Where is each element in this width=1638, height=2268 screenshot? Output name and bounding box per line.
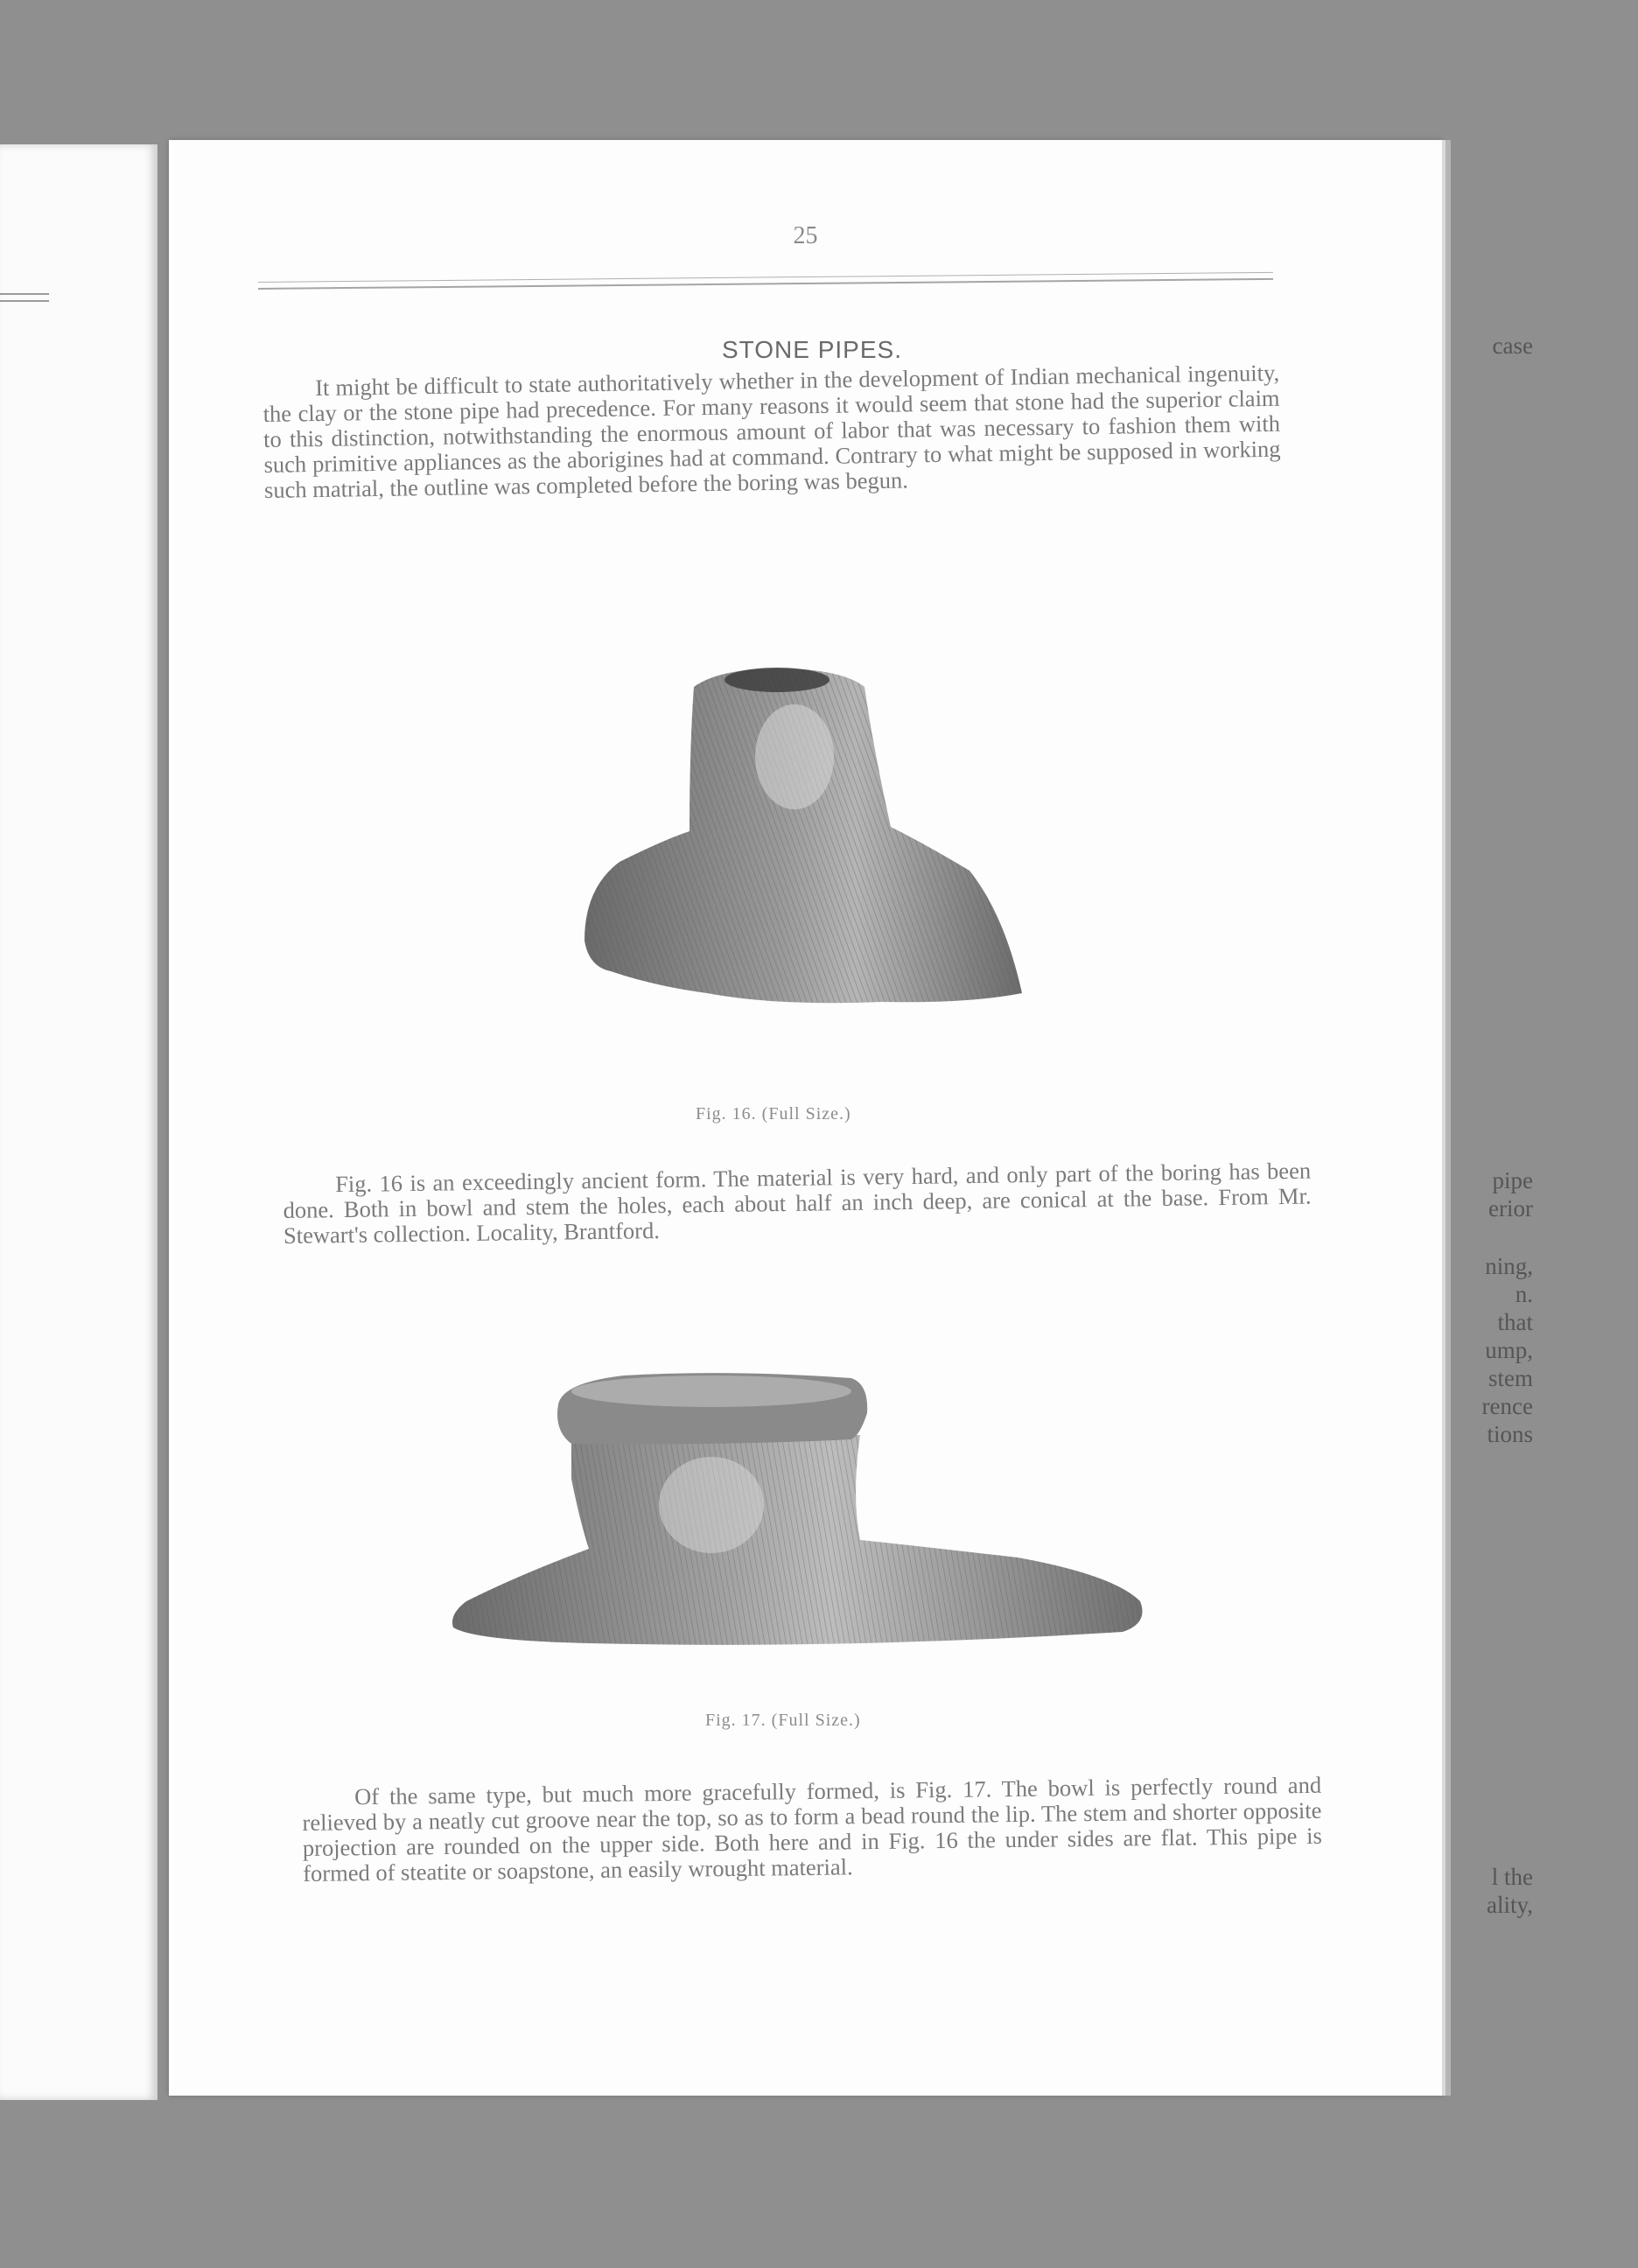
book-page bbox=[169, 140, 1442, 2096]
intro-paragraph bbox=[262, 360, 1281, 503]
facing-page-text: ning, bbox=[1485, 1253, 1533, 1279]
fig-16-caption: Fig. 16. (Full Size.) bbox=[696, 1104, 851, 1124]
facing-page bbox=[0, 144, 158, 2100]
fig-17-pipe-illustration bbox=[449, 1365, 1166, 1662]
header-rule bbox=[258, 272, 1273, 290]
facing-page-text: tions bbox=[1487, 1421, 1533, 1447]
facing-page-text: n. bbox=[1515, 1281, 1533, 1307]
facing-page-rule bbox=[0, 300, 49, 302]
fig-16-pipe-illustration bbox=[514, 661, 1092, 1072]
fig-16-description-text: Fig. 16 is an exceedingly ancient form. The material is very hard, and only part of the boring has been done. Both in bowl and stem the holes, each about half an inch deep, are conical at the base. From Mr. Stewart's collection. Locality, Brantford. bbox=[283, 1157, 1312, 1249]
facing-page-text: ality, bbox=[1487, 1892, 1533, 1918]
facing-page-text: ump, bbox=[1485, 1337, 1533, 1363]
page-number: 25 bbox=[793, 222, 818, 249]
intro-paragraph-text: It might be difficult to state authoritatively whether in the development of Indian mechanical ingenuity, the clay or the stone pipe had precedence. For many reasons it would seem that stone had the superior claim to this distinction, notwithstanding the enormous amount of labor that was necessary to fashion them with such primitive appliances as the aborigines had at command. Contrary to what might be supposed in working such matrial, the outline was completed before the boring was begun. bbox=[262, 359, 1281, 503]
fig-16-description bbox=[283, 1158, 1312, 1249]
facing-page-text: case bbox=[1492, 332, 1533, 359]
facing-page-text: pipe bbox=[1492, 1167, 1533, 1194]
fig-17-description bbox=[302, 1773, 1322, 1886]
facing-page-text: that bbox=[1497, 1309, 1533, 1335]
facing-page-text: stem bbox=[1488, 1365, 1533, 1391]
section-title: STONE PIPES. bbox=[722, 336, 902, 363]
fig-17-caption: Fig. 17. (Full Size.) bbox=[705, 1711, 861, 1730]
facing-page-text: erior bbox=[1488, 1195, 1533, 1222]
facing-page-text: l the bbox=[1491, 1864, 1533, 1890]
fig-17-description-text: Of the same type, but much more gracefully formed, is Fig. 17. The bowl is perfectly round and relieved by a neatly cut groove near the top, so as to form a bead round the lip. The stem and shorter opposite projection are rounded on the upper side. Both here and in Fig. 16 the under sides are flat. This pipe is formed of steatite or soapstone, an easily wrought material. bbox=[302, 1771, 1322, 1886]
facing-page-rule bbox=[0, 293, 49, 295]
facing-page-text: rence bbox=[1481, 1393, 1533, 1419]
